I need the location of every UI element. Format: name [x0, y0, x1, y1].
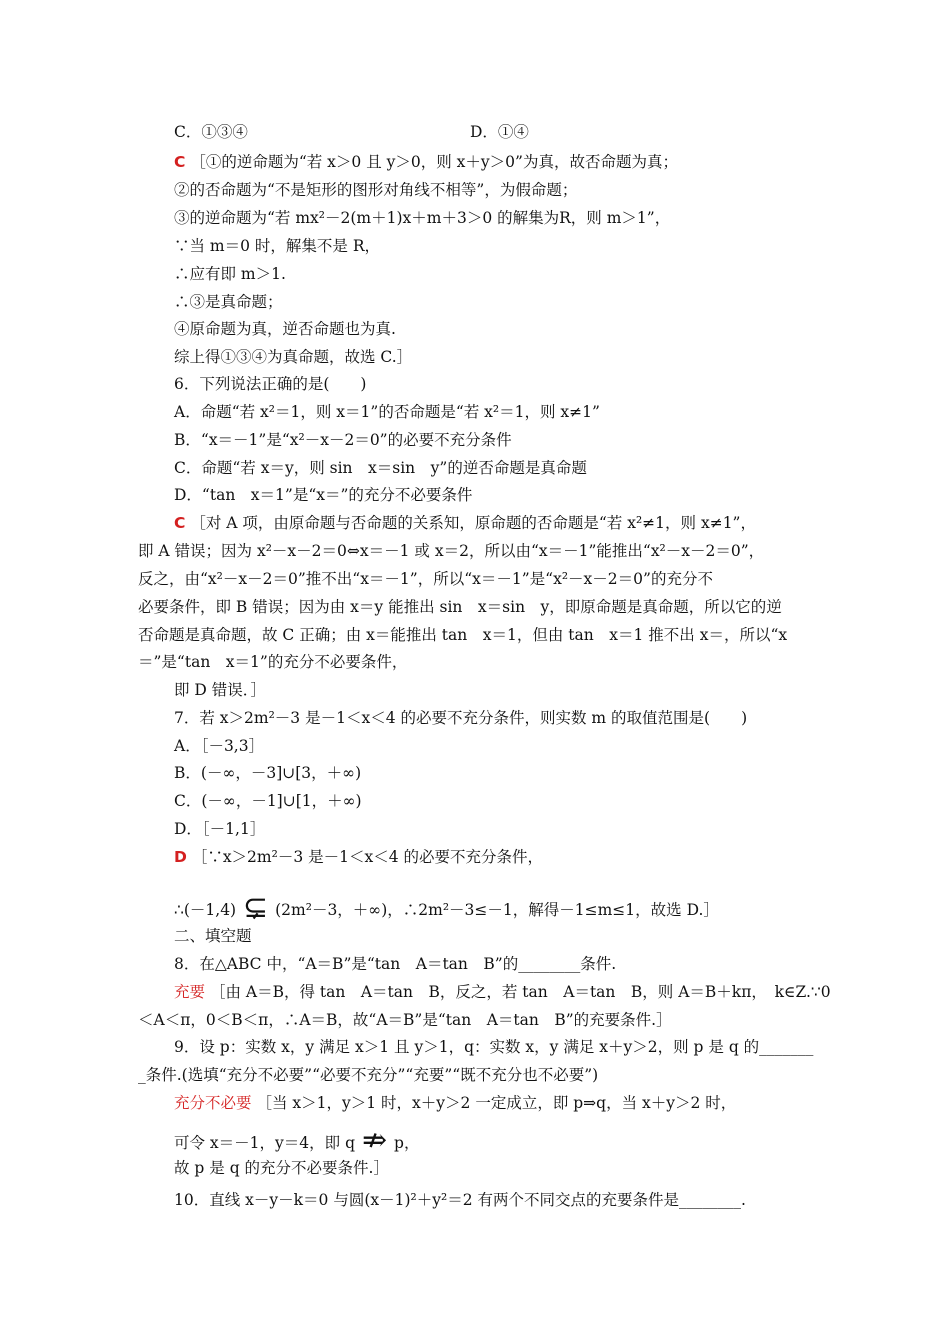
text-line: ∴③是真命题； [174, 293, 283, 311]
text-line [174, 890, 719, 925]
text-line: 否命题是真命题，故 C 正确；由 x＝能推出 tan x＝1，但由 tan x＝1 推不出 x＝，所以“x [138, 626, 788, 644]
section-heading: 二、填空题 [174, 927, 252, 945]
text-line: 即 A 错误；因为 x²－x－2＝0⇔x＝－1 或 x＝2，所以由“x＝－1”能推出“x²－x－2＝0”， [138, 542, 765, 560]
option-c: C．①③④ [174, 123, 248, 141]
text-line: _条件.(选填“充分不必要”“必要不充分”“充要”“既不充分也不必要”) [138, 1066, 599, 1084]
option-row [174, 122, 529, 142]
text-line: ②的否命题为“不是矩形的图形对角线不相等”，为假命题； [174, 181, 578, 199]
text-line: ∴应有即 m＞1. [174, 265, 286, 283]
answer-line [174, 982, 831, 1002]
text-line: ③的逆命题为“若 mx²－2(m＋1)x＋m＋3＞0 的解集为R，则 m＞1”， [174, 209, 671, 227]
answer-label: D [174, 848, 187, 866]
text-line: 故 p 是 q 的充分不必要条件.］ [174, 1159, 389, 1177]
answer-text: ［①的逆命题为“若 x＞0 且 y＞0，则 x＋y＞0”为真，故否命题为真； [190, 153, 678, 171]
text-post: (2m²－3，＋∞)，∴2m²－3≤－1，解得－1≤m≤1，故选 D.］ [275, 901, 719, 919]
answer-line [174, 847, 543, 867]
text-line: ④原命题为真，逆否命题也为真. [174, 320, 396, 338]
answer-label: 充要 [174, 983, 206, 1001]
question-6: 6．下列说法正确的是( ) [174, 375, 367, 393]
text-line [174, 1123, 420, 1158]
text-line: ∵当 m＝0 时，解集不是 R， [174, 237, 381, 255]
answer-label: C [174, 514, 186, 532]
text-post: p， [394, 1134, 420, 1152]
option-c: C．(－∞，－1]∪[1，＋∞) [174, 792, 362, 810]
question-7: 7．若 x＞2m²－3 是－1＜x＜4 的必要不充分条件，则实数 m 的取值范围是( ) [174, 709, 748, 727]
question-10: 10．直线 x－y－k＝0 与圆(x－1)²＋y²＝2 有两个不同交点的充要条件是________. [174, 1191, 746, 1209]
not-implies-icon: ⇏ [361, 1123, 388, 1158]
answer-label: C [174, 153, 186, 171]
text-line: 即 D 错误．］ [174, 681, 267, 699]
answer-label: 充分不必要 [174, 1094, 252, 1112]
option-d: D．①④ [470, 123, 529, 141]
option-a: A．［－3,3］ [174, 737, 265, 755]
text-line: 反之，由“x²－x－2＝0”推不出“x＝－1”，所以“x＝－1”是“x²－x－2＝0”的充分不 [138, 570, 713, 588]
text-pre: 可令 x＝－1，y＝4，即 q [174, 1134, 355, 1152]
question-8: 8．在△ABC 中，“A＝B”是“tan A＝tan B”的________条件. [174, 955, 617, 973]
answer-line [174, 152, 678, 172]
text-line: 必要条件，即 B 错误；因为由 x＝y 能推出 sin x＝sin y，即原命题是真命题，所以它的逆 [138, 598, 782, 616]
option-a: A．命题“若 x²＝1，则 x＝1”的否命题是“若 x²＝1，则 x≠1” [174, 403, 600, 421]
answer-line [174, 1093, 736, 1113]
text-pre: ∴(－1,4) [174, 901, 237, 919]
text-line: ＜A＜π，0＜B＜π，∴A＝B，故“A＝B”是“tan A＝tan B”的充要条件.］ [138, 1011, 672, 1029]
answer-text: ［由 A＝B，得 tan A＝tan B，反之，若 tan A＝tan B，则 A＝B＋kπ， k∈Z.∵0 [209, 983, 831, 1001]
answer-text: ［对 A 项，由原命题与否命题的关系知，原命题的否命题是“若 x²≠1，则 x≠1”， [190, 514, 756, 532]
text-line: ＝”是“tan x＝1”的充分不必要条件， [138, 653, 408, 671]
option-c: C．命题“若 x＝y，则 sin x＝sin y”的逆否命题是真命题 [174, 459, 587, 477]
question-9: 9．设 p：实数 x，y 满足 x＞1 且 y＞1，q：实数 x，y 满足 x＋y＞2，则 p 是 q 的_______ [174, 1038, 814, 1056]
text-line: 综上得①③④为真命题，故选 C.］ [174, 348, 413, 366]
option-b: B．(－∞，－3]∪[3，＋∞) [174, 764, 362, 782]
option-d: D．［－1,1］ [174, 820, 266, 838]
answer-text: ［∵x＞2m²－3 是－1＜x＜4 的必要不充分条件， [191, 848, 544, 866]
answer-line [174, 513, 756, 533]
option-d: D．“tan x＝1”是“x＝”的充分不必要条件 [174, 486, 473, 504]
proper-subset-icon: ⊊ [243, 890, 269, 925]
option-b: B．“x＝－1”是“x²－x－2＝0”的必要不充分条件 [174, 431, 512, 449]
answer-text: ［当 x＞1，y＞1 时，x＋y＞2 一定成立，即 p⇒q，当 x＋y＞2 时， [256, 1094, 737, 1112]
